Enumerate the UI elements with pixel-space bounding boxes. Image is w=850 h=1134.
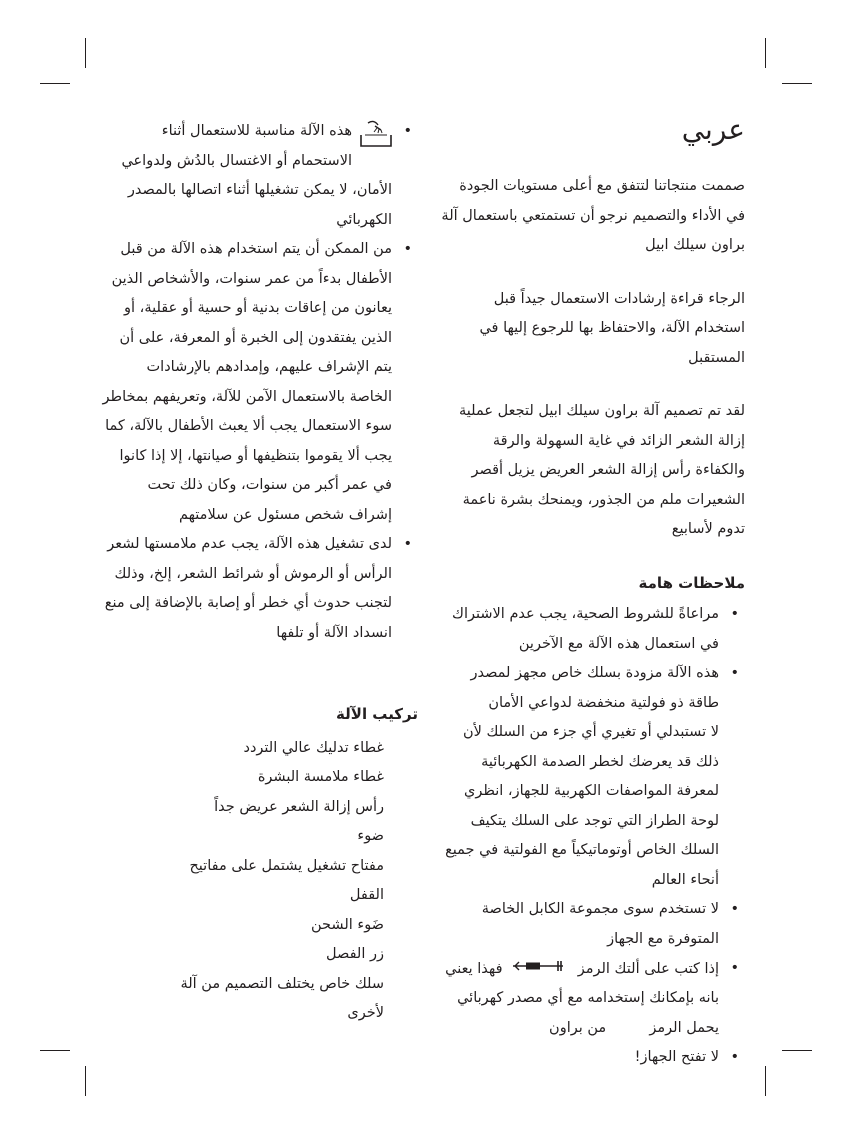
list-item: • لدى تشغيل هذه الآلة، يجب عدم ملامستها لشعر الرأس أو الرموش أو شرائط الشعر، إلخ، وذلك لتجنب حدوث أي خطر أو إصابة بالإضافة إلى منع انسداد الآلة أو تلفها [100,530,418,648]
crop-mark [85,1066,86,1096]
part-item: رأس إزالة الشعر عريض جداً [214,798,384,815]
list-item [100,117,418,235]
list-item: • من الممكن أن يتم استخدام هذه الآلة من قبل الأطفال بدءاً من عمر سنوات، والأشخاص الذين يعانون من إعاقات بدنية أو حسية أو عقلية، أو الذين يفتقدون إلى الخبرة أو المعرفة، على أن يتم الإشراف عليهم، وإمدادهم بالإرشادات الخاصة بالاستعمال الآمن للآلة، وتعريفهم بمخاطر سوء الاستعمال يجب ألا يعبث الأطفال بالآلة، كما يجب ألا يقوموا بتنظيفها أو صيانتها، إلا إذا كانوا في عمر أكبر من سنوات، وكان ذلك تحت إشراف شخص مسئول عن سلامتهم [100,235,418,530]
part-item: غطاء تدليك عالي التردد [243,739,384,756]
part-item: غطاء ملامسة البشرة [257,769,384,785]
notes-list [440,895,745,1073]
warnings-list [100,117,418,648]
list-item: • لا تستخدم سوى مجموعة الكابل الخاصة المتوفرة مع الجهاز [440,895,745,954]
list-item [440,954,745,1043]
crop-mark [85,38,86,68]
crop-mark [765,38,766,68]
part-item: مفتاح تشغيل يشتمل على مفاتيح القفل [189,857,384,903]
list-item: • مراعاةً للشروط الصحية، يجب عدم الاشتراك في استعمال هذه الآلة مع الآخرين [440,600,745,659]
crop-mark [40,83,70,84]
crop-mark [765,1066,766,1096]
power-plug-icon [513,954,567,984]
intro-paragraph: صممت منتجاتنا لتتفق مع أعلى مستويات الجودة في الأداء والتصميم نرجو أن تستمتعي باستعمال آلة براون سيلك ابيل [441,178,745,253]
symbol-prefix: إذا كتب على ألتك الرمز [577,960,719,977]
crop-mark [782,1050,812,1051]
symbol-brand: من براون [549,1019,607,1036]
part-item: ضَوء الشحن [310,916,384,933]
language-title: عربي [681,113,745,146]
intro-paragraph: لقد تم تصميم آلة براون سيلك ابيل لتجعل عملية إزالة الشعر الزائد في غاية السهولة والرقة والكفاءة رأس إزالة الشعر العريض يزيل أقصر الشعيرات ملم من الجذور، ويمنحك بشرة ناعمة تدوم لأسابيع [459,403,745,537]
shower-warning: هذه الآلة مناسبة للاستعمال أثناء الاستحمام أو الاغتسال بالدُش ولدواعي الأمان، لا يمكن تشغيلها أثناء اتصالها بالمصدر الكهربائي [121,123,392,228]
assembly-heading: تركيب الآلة [336,705,418,723]
crop-mark [782,83,812,84]
cable-paragraph: لا تستبدلي أو تغيري أي جزء من السلك لأن ذلك قد يعرضك لخطر الصدمة الكهربائية لمعرفة المواصفات الكهربية للجهاز، انظري لوحة الطراز التي توجد على السلك يتكيف السلك الخاص أوتوماتيكياً مع الفولتية في جميع أنحاء العالم [445,724,719,888]
list-item: • لا تفتح الجهاز! [440,1043,745,1073]
part-item: زر الفصل [326,946,384,962]
part-item: سلك خاص يختلف التصميم من آلة لأخرى [180,975,384,1021]
assembly-parts [100,734,418,1029]
notes-heading: ملاحظات هامة [638,573,745,592]
symbol-suffix: فهذا يعني بانه بإمكانك إستخدامه مع أي مصدر كهربائي يحمل الرمز [445,960,719,1036]
part-item: ضوء [357,828,384,844]
left-column [100,117,418,1029]
list-item: • هذه الآلة مزودة بسلك خاص مجهز لمصدر طاقة ذو فولتية منخفضة لدواعي الأمان [440,659,745,718]
crop-mark [40,1050,70,1051]
shower-icon [360,119,392,161]
right-column [440,112,745,1073]
intro-paragraph: الرجاء قراءة إرشادات الاستعمال جيداً قبل استخدام الآلة، والاحتفاظ بها للرجوع إليها في المستقبل [479,290,745,366]
notes-list [440,600,745,718]
